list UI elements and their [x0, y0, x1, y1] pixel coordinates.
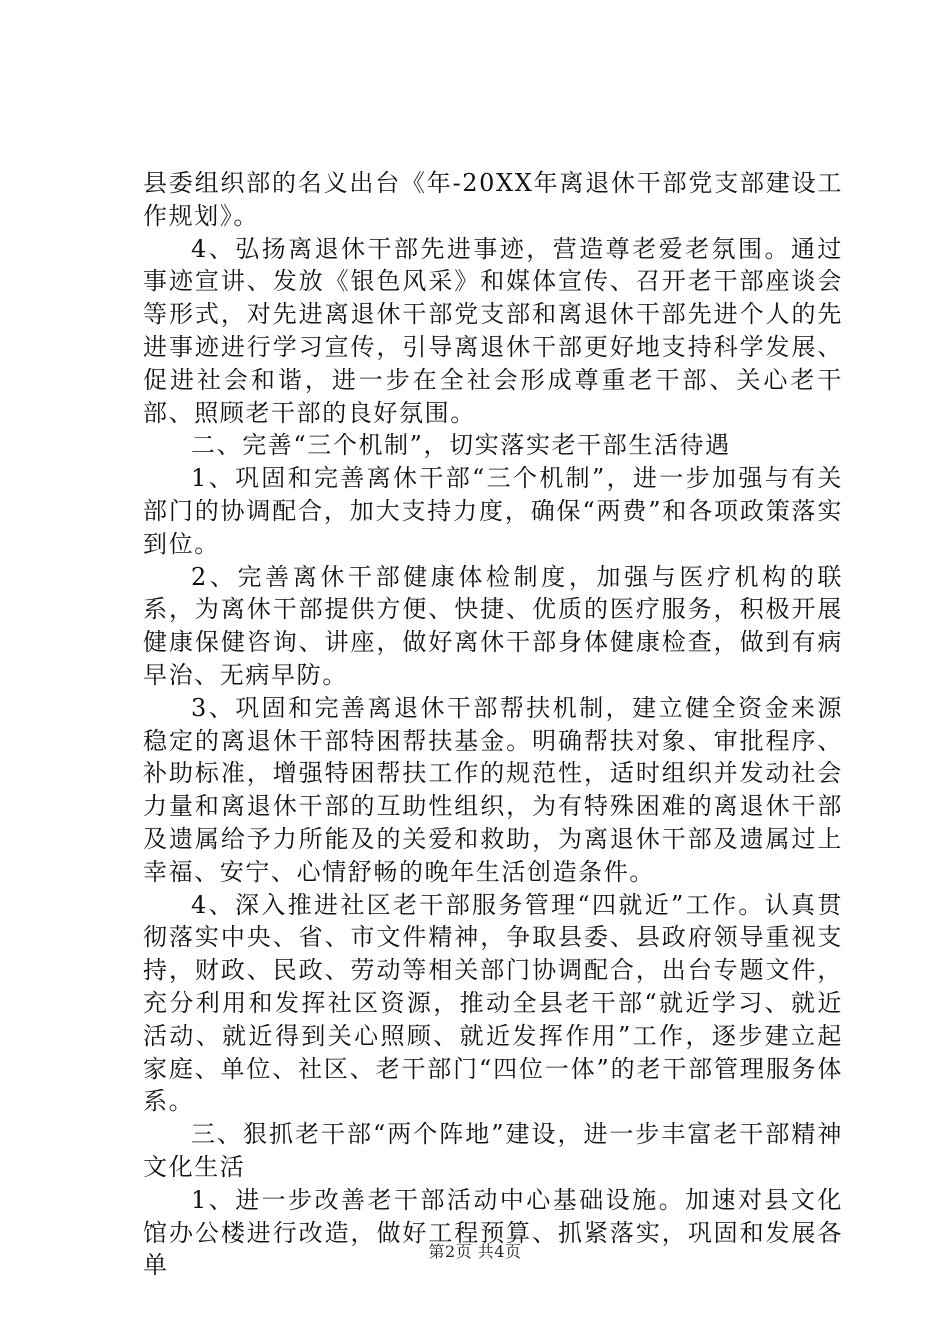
paragraph-5: 2、完善离休干部健康体检制度，加强与医疗机构的联系，为离休干部提供方便、快捷、优质的医疗服务，积极开展健康保健咨询、讲座，做好离休干部身体健康检查，做到有病早治、无病早防。	[143, 562, 843, 689]
document-body	[143, 167, 843, 1282]
section-heading-3: 三、狠抓老干部“两个阵地”建设，进一步丰富老干部精神文化生活	[143, 1120, 843, 1181]
paragraph-2: 4、弘扬离退休干部先进事迹，营造尊老爱老氛围。通过事迹宣讲、发放《银色风采》和媒体宣传、召开老干部座谈会等形式，对先进离退休干部党支部和离退休干部先进个人的先进事迹进行学习宣传，引导离退休干部更好地支持科学发展、促进社会和谐，进一步在全社会形成尊重老干部、关心老干部、照顾老干部的良好氛围。	[143, 234, 843, 427]
paragraph-9: 1、进一步改善老干部活动中心基础设施。加速对县文化馆办公楼进行改造，做好工程预算、抓紧落实，巩固和发展各单	[143, 1185, 843, 1280]
page-number-footer: 第2页 共4页	[428, 1242, 522, 1261]
section-heading-2: 二、完善“三个机制”，切实落实老干部生活待遇	[191, 431, 731, 460]
paragraph-1: 县委组织部的名义出台《年-20XX年离退休干部党支部建设工作规划》。	[143, 169, 843, 230]
paragraph-7: 4、深入推进社区老干部服务管理“四就近”工作。认真贯彻落实中央、省、市文件精神，争取县委、县政府领导重视支持，财政、民政、劳动等相关部门协调配合，出台专题文件，充分利用和发挥社区资源，推动全县老干部“就近学习、就近活动、就近得到关心照顾、就近发挥作用”工作，逐步建立起家庭、单位、社区、老干部门“四位一体”的老干部管理服务体系。	[143, 890, 843, 1116]
paragraph-6: 3、巩固和完善离退休干部帮扶机制，建立健全资金来源稳定的离退休干部特困帮扶基金。明确帮扶对象、审批程序、补助标准，增强特困帮扶工作的规范性，适时组织并发动社会力量和离退休干部的互助性组织，为有特殊困难的离退休干部及遗属给予力所能及的关爱和救助，为离退休干部及遗属过上幸福、安宁、心情舒畅的晚年生活创造条件。	[143, 693, 843, 886]
paragraph-4: 1、巩固和完善离休干部“三个机制”，进一步加强与有关部门的协调配合，加大支持力度，确保“两费”和各项政策落实到位。	[143, 464, 843, 558]
